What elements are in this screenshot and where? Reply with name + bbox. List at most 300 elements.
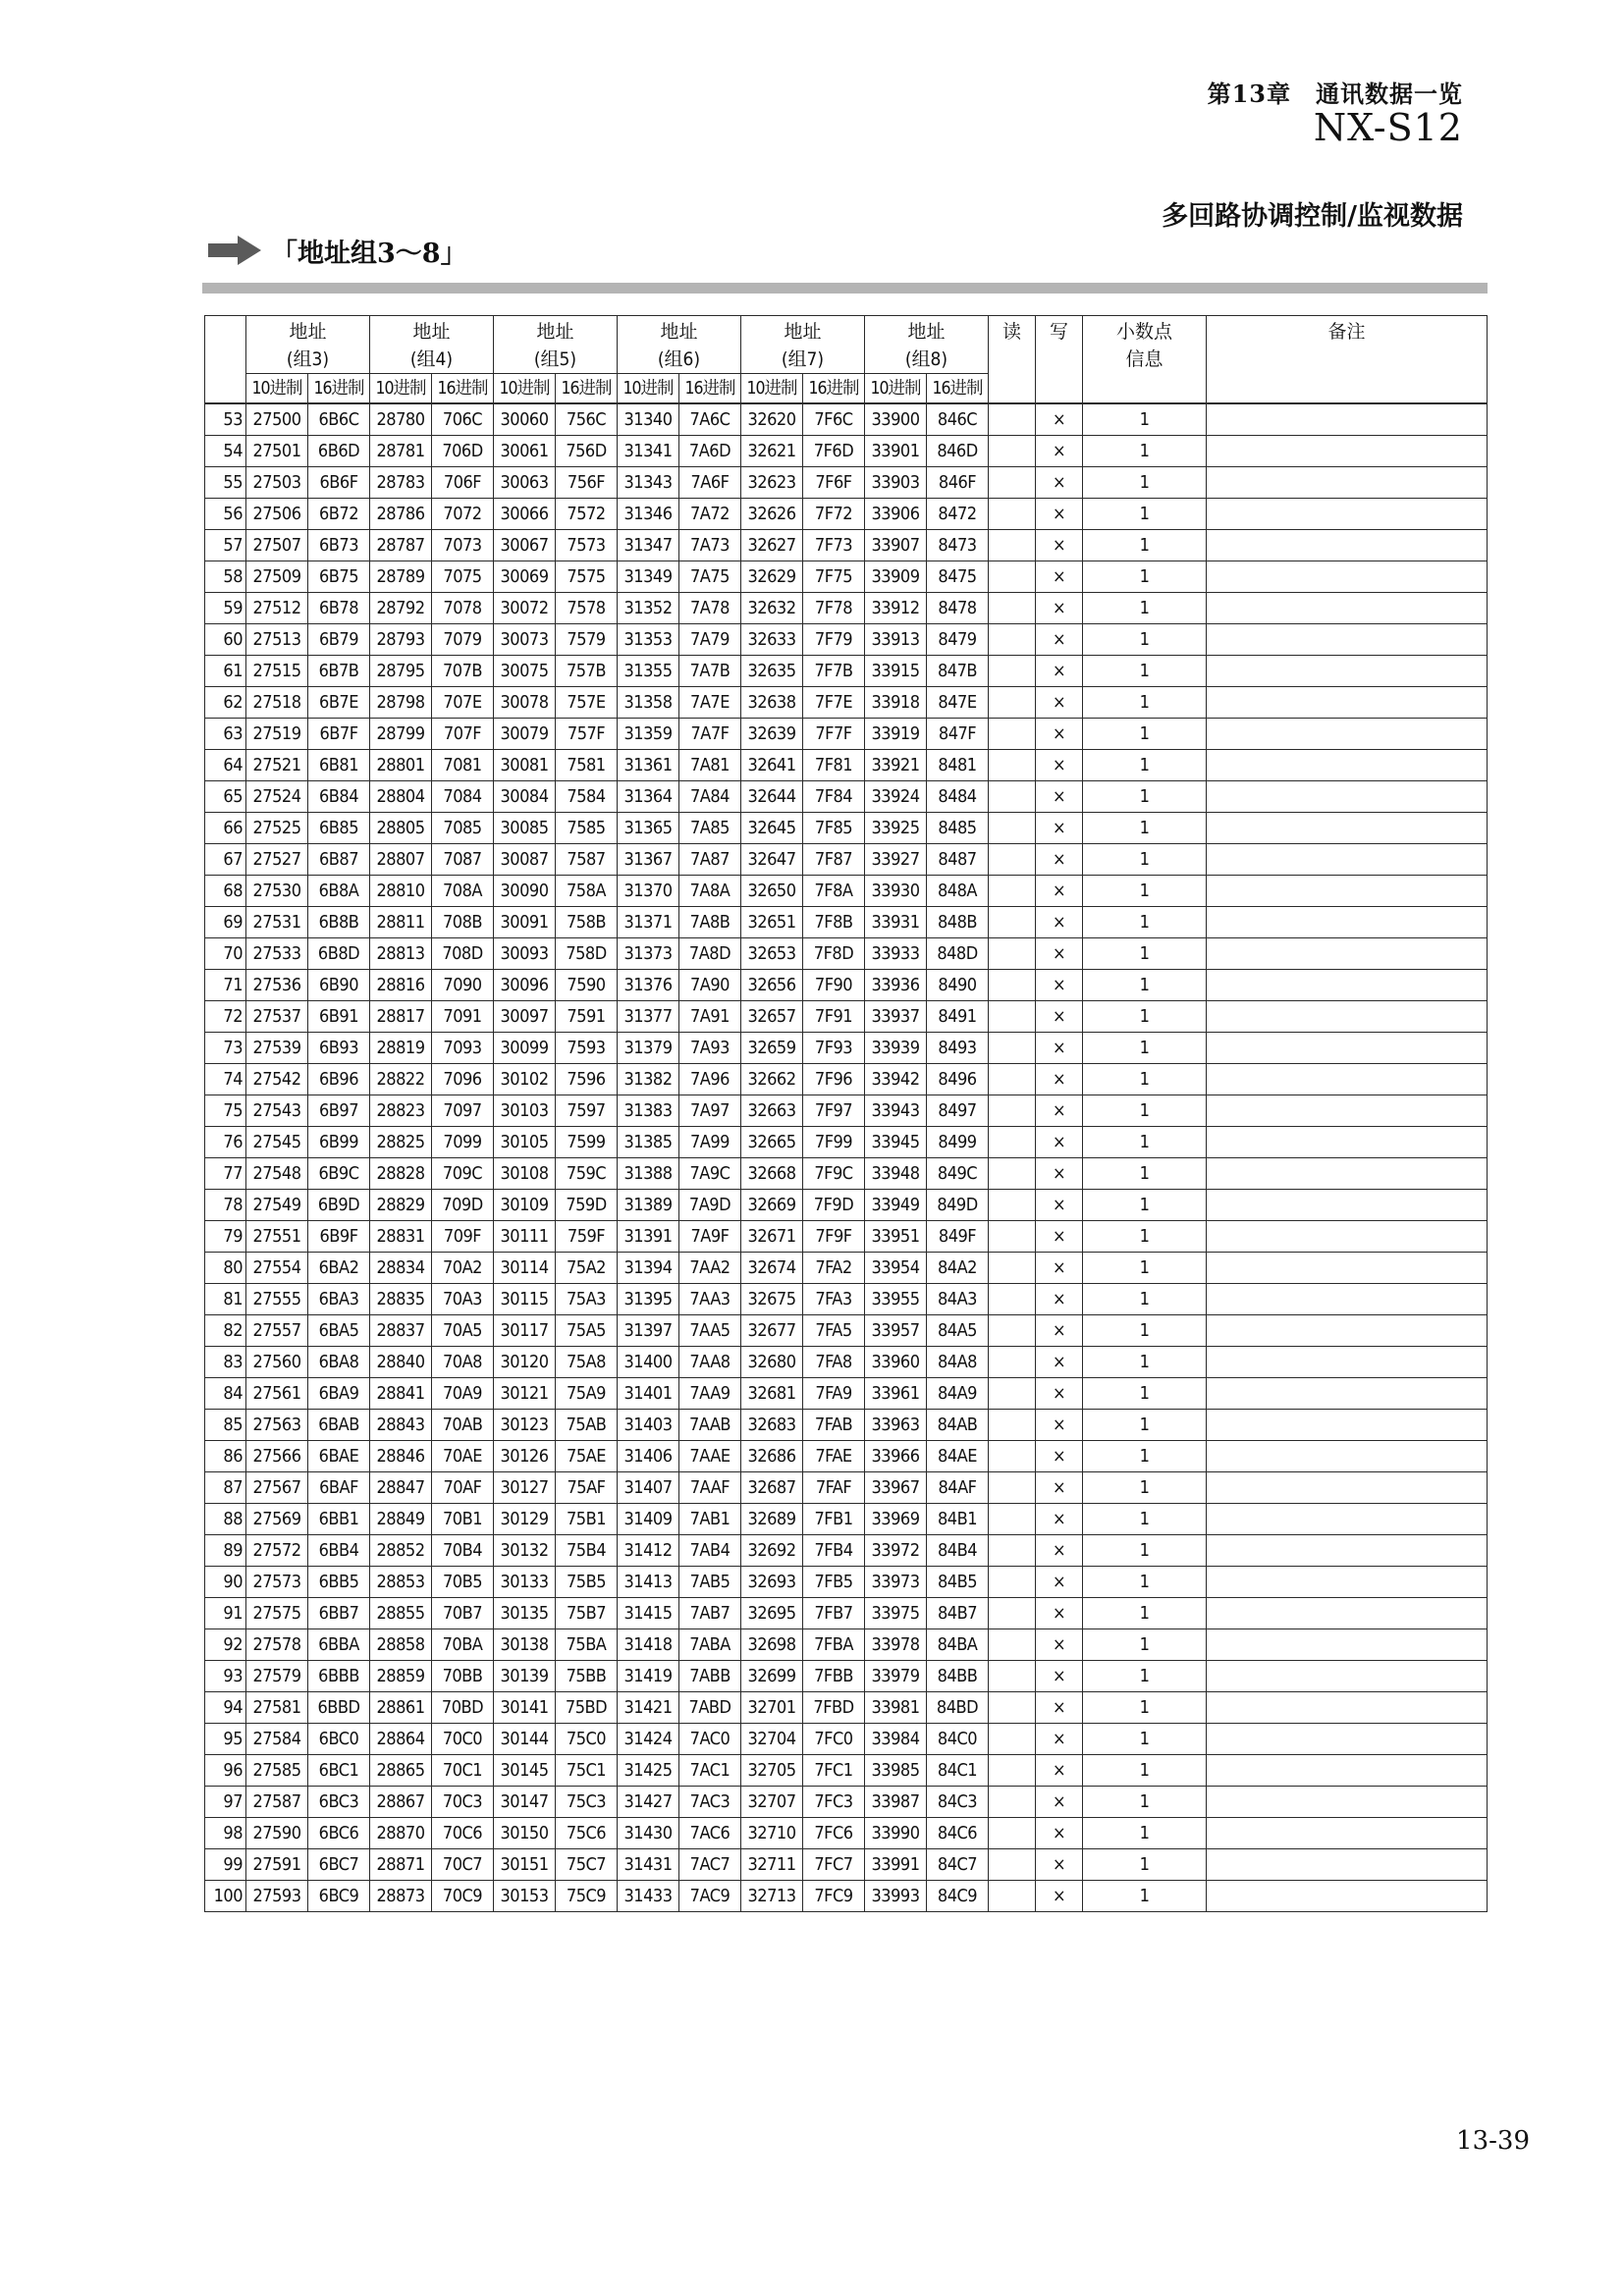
write-flag-cell: ×	[1036, 1787, 1083, 1818]
row-number-header	[205, 316, 246, 404]
table-row	[205, 561, 1488, 593]
hex-address-cell: 6B90	[308, 970, 370, 1001]
hex-address-cell: 7F7E	[803, 687, 865, 719]
hex-address-cell: 6BBA	[308, 1629, 370, 1661]
hex-address-cell: 84BA	[927, 1629, 989, 1661]
hex-address-cell: 7F79	[803, 624, 865, 656]
hex-address-cell: 7AA5	[679, 1315, 741, 1347]
read-flag-cell	[989, 1504, 1036, 1535]
hex-address-cell: 7075	[432, 561, 494, 593]
hex-address-cell: 6B81	[308, 750, 370, 781]
row-number-cell: 93	[205, 1661, 246, 1692]
table-row	[205, 467, 1488, 499]
remarks-cell	[1207, 467, 1488, 499]
row-number-cell: 66	[205, 813, 246, 844]
decimal-info-cell: 1	[1083, 1033, 1207, 1064]
dec-address-cell: 31383	[618, 1095, 679, 1127]
hex-address-cell: 6B87	[308, 844, 370, 876]
dec-address-cell: 31346	[618, 499, 679, 530]
decimal-info-cell: 1	[1083, 1190, 1207, 1221]
hex-address-cell: 7AB5	[679, 1567, 741, 1598]
hex-address-cell: 7FA8	[803, 1347, 865, 1378]
row-number-cell: 70	[205, 938, 246, 970]
dec-address-cell: 32692	[741, 1535, 803, 1567]
dec-address-cell: 33955	[865, 1284, 927, 1315]
table-row	[205, 1190, 1488, 1221]
hex-address-cell: 6B84	[308, 781, 370, 813]
hex-address-cell: 847E	[927, 687, 989, 719]
hex-address-cell: 708D	[432, 938, 494, 970]
write-flag-cell: ×	[1036, 1692, 1083, 1724]
write-flag-cell: ×	[1036, 1755, 1083, 1787]
row-number-cell: 55	[205, 467, 246, 499]
dec-address-cell: 31406	[618, 1441, 679, 1472]
write-flag-cell: ×	[1036, 530, 1083, 561]
hex-address-cell: 84AF	[927, 1472, 989, 1504]
dec-address-cell: 27587	[246, 1787, 308, 1818]
hex-address-cell: 7F75	[803, 561, 865, 593]
hex-address-cell: 7097	[432, 1095, 494, 1127]
row-number-cell: 99	[205, 1849, 246, 1881]
dec-header: 10进制	[246, 374, 308, 404]
hex-address-cell: 70BA	[432, 1629, 494, 1661]
table-row	[205, 781, 1488, 813]
hex-address-cell: 7096	[432, 1064, 494, 1095]
hex-address-cell: 756F	[556, 467, 618, 499]
dec-address-cell: 30120	[494, 1347, 556, 1378]
hex-address-cell: 75C3	[556, 1787, 618, 1818]
hex-address-cell: 75A8	[556, 1347, 618, 1378]
hex-address-cell: 84C9	[927, 1881, 989, 1912]
hex-address-cell: 84B4	[927, 1535, 989, 1567]
dec-address-cell: 32686	[741, 1441, 803, 1472]
hex-address-cell: 758B	[556, 907, 618, 938]
hex-address-cell: 756D	[556, 436, 618, 467]
read-flag-cell	[989, 1629, 1036, 1661]
dec-address-cell: 32704	[741, 1724, 803, 1755]
hex-address-cell: 7F7B	[803, 656, 865, 687]
remarks-cell	[1207, 719, 1488, 750]
write-flag-cell: ×	[1036, 844, 1083, 876]
hex-address-cell: 75C7	[556, 1849, 618, 1881]
write-flag-cell: ×	[1036, 1472, 1083, 1504]
dec-address-cell: 30073	[494, 624, 556, 656]
hex-address-cell: 7A90	[679, 970, 741, 1001]
hex-address-cell: 7AC6	[679, 1818, 741, 1849]
hex-address-cell: 6B85	[308, 813, 370, 844]
hex-address-cell: 84B5	[927, 1567, 989, 1598]
dec-address-cell: 30069	[494, 561, 556, 593]
dec-address-cell: 30091	[494, 907, 556, 938]
hex-address-cell: 6B93	[308, 1033, 370, 1064]
hex-address-cell: 70BB	[432, 1661, 494, 1692]
remarks-cell	[1207, 1158, 1488, 1190]
row-number-cell: 82	[205, 1315, 246, 1347]
hex-address-cell: 709C	[432, 1158, 494, 1190]
hex-address-cell: 6B78	[308, 593, 370, 624]
dec-address-cell: 28846	[370, 1441, 432, 1472]
dec-address-cell: 27557	[246, 1315, 308, 1347]
hex-address-cell: 7A8D	[679, 938, 741, 970]
dec-address-cell: 27524	[246, 781, 308, 813]
remarks-cell	[1207, 1347, 1488, 1378]
read-flag-cell	[989, 561, 1036, 593]
decimal-info-cell: 1	[1083, 876, 1207, 907]
hex-address-cell: 7F73	[803, 530, 865, 561]
read-flag-cell	[989, 781, 1036, 813]
hex-address-cell: 7FB4	[803, 1535, 865, 1567]
write-flag-cell: ×	[1036, 1127, 1083, 1158]
hex-address-cell: 7581	[556, 750, 618, 781]
hex-address-cell: 756C	[556, 403, 618, 436]
dec-address-cell: 28793	[370, 624, 432, 656]
hex-address-cell: 7F9D	[803, 1190, 865, 1221]
remarks-header: 备注	[1207, 316, 1488, 404]
dec-address-cell: 28873	[370, 1881, 432, 1912]
dec-address-cell: 33945	[865, 1127, 927, 1158]
read-flag-cell	[989, 719, 1036, 750]
dec-address-cell: 32695	[741, 1598, 803, 1629]
hex-address-cell: 758D	[556, 938, 618, 970]
dec-address-cell: 30084	[494, 781, 556, 813]
dec-address-cell: 31353	[618, 624, 679, 656]
hex-address-cell: 7AC3	[679, 1787, 741, 1818]
hex-address-cell: 8472	[927, 499, 989, 530]
dec-address-cell: 31400	[618, 1347, 679, 1378]
dec-address-cell: 27543	[246, 1095, 308, 1127]
hex-address-cell: 7FC9	[803, 1881, 865, 1912]
dec-address-cell: 31395	[618, 1284, 679, 1315]
dec-address-cell: 31340	[618, 403, 679, 436]
hex-address-cell: 846D	[927, 436, 989, 467]
row-number-cell: 60	[205, 624, 246, 656]
hex-address-cell: 6B9D	[308, 1190, 370, 1221]
remarks-cell	[1207, 1284, 1488, 1315]
decimal-info-cell: 1	[1083, 1724, 1207, 1755]
write-flag-cell: ×	[1036, 467, 1083, 499]
row-number-cell: 84	[205, 1378, 246, 1410]
table-row	[205, 1001, 1488, 1033]
hex-address-cell: 6BA3	[308, 1284, 370, 1315]
read-flag-cell	[989, 1881, 1036, 1912]
dec-address-cell: 28834	[370, 1253, 432, 1284]
dec-address-cell: 33960	[865, 1347, 927, 1378]
dec-address-cell: 32644	[741, 781, 803, 813]
hex-address-cell: 84B1	[927, 1504, 989, 1535]
read-flag-cell	[989, 1284, 1036, 1315]
dec-address-cell: 31431	[618, 1849, 679, 1881]
hex-address-cell: 8473	[927, 530, 989, 561]
hex-address-cell: 706F	[432, 467, 494, 499]
read-flag-cell	[989, 750, 1036, 781]
dec-address-cell: 31415	[618, 1598, 679, 1629]
table-body	[205, 403, 1488, 1912]
hex-address-cell: 7073	[432, 530, 494, 561]
read-flag-cell	[989, 1472, 1036, 1504]
dec-address-cell: 27545	[246, 1127, 308, 1158]
group6-header: 地址 (组6)	[618, 316, 741, 374]
remarks-cell	[1207, 687, 1488, 719]
dec-address-cell: 31349	[618, 561, 679, 593]
hex-address-cell: 7A99	[679, 1127, 741, 1158]
hex-address-cell: 7A97	[679, 1095, 741, 1127]
decimal-info-cell: 1	[1083, 719, 1207, 750]
decimal-info-cell: 1	[1083, 1221, 1207, 1253]
hex-address-cell: 708A	[432, 876, 494, 907]
dec-address-cell: 32623	[741, 467, 803, 499]
write-flag-cell: ×	[1036, 436, 1083, 467]
remarks-cell	[1207, 1504, 1488, 1535]
dec-address-cell: 28852	[370, 1535, 432, 1567]
dec-address-cell: 33957	[865, 1315, 927, 1347]
decimal-info-cell: 1	[1083, 593, 1207, 624]
decimal-info-cell: 1	[1083, 1849, 1207, 1881]
hex-address-cell: 7FA9	[803, 1378, 865, 1410]
hex-address-cell: 7A8A	[679, 876, 741, 907]
dec-address-cell: 28822	[370, 1064, 432, 1095]
hex-address-cell: 7597	[556, 1095, 618, 1127]
hex-header: 16进制	[308, 374, 370, 404]
dec-address-cell: 30151	[494, 1849, 556, 1881]
hex-address-cell: 7578	[556, 593, 618, 624]
dec-header: 10进制	[865, 374, 927, 404]
dec-address-cell: 30147	[494, 1787, 556, 1818]
hex-address-cell: 7F85	[803, 813, 865, 844]
hex-address-cell: 7FA2	[803, 1253, 865, 1284]
dec-address-cell: 28780	[370, 403, 432, 436]
hex-address-cell: 6B7B	[308, 656, 370, 687]
dec-address-cell: 28847	[370, 1472, 432, 1504]
table-row	[205, 1818, 1488, 1849]
remarks-cell	[1207, 1598, 1488, 1629]
remarks-cell	[1207, 1692, 1488, 1724]
read-flag-cell	[989, 1849, 1036, 1881]
write-flag-cell: ×	[1036, 1567, 1083, 1598]
write-flag-cell: ×	[1036, 1033, 1083, 1064]
dec-address-cell: 33939	[865, 1033, 927, 1064]
decimal-info-cell: 1	[1083, 1535, 1207, 1567]
dec-address-cell: 28870	[370, 1818, 432, 1849]
write-flag-cell: ×	[1036, 499, 1083, 530]
dec-address-cell: 32626	[741, 499, 803, 530]
hex-address-cell: 7A73	[679, 530, 741, 561]
hex-address-cell: 70C7	[432, 1849, 494, 1881]
dec-address-cell: 27566	[246, 1441, 308, 1472]
dec-address-cell: 28811	[370, 907, 432, 938]
table-row	[205, 1158, 1488, 1190]
row-number-cell: 97	[205, 1787, 246, 1818]
hex-address-cell: 757E	[556, 687, 618, 719]
row-number-cell: 83	[205, 1347, 246, 1378]
hex-address-cell: 7A9C	[679, 1158, 741, 1190]
group5-header: 地址 (组5)	[494, 316, 618, 374]
hex-address-cell: 7A6F	[679, 467, 741, 499]
dec-address-cell: 28843	[370, 1410, 432, 1441]
read-flag-cell	[989, 1818, 1036, 1849]
hex-address-cell: 7A96	[679, 1064, 741, 1095]
remarks-cell	[1207, 1001, 1488, 1033]
dec-address-cell: 31412	[618, 1535, 679, 1567]
decimal-info-cell: 1	[1083, 1158, 1207, 1190]
address-table	[204, 315, 1488, 1912]
dec-address-cell: 30090	[494, 876, 556, 907]
dec-address-cell: 31376	[618, 970, 679, 1001]
hex-address-cell: 7A85	[679, 813, 741, 844]
dec-address-cell: 28823	[370, 1095, 432, 1127]
dec-address-cell: 31347	[618, 530, 679, 561]
remarks-cell	[1207, 1629, 1488, 1661]
decimal-info-cell: 1	[1083, 970, 1207, 1001]
hex-address-cell: 7599	[556, 1127, 618, 1158]
remarks-cell	[1207, 970, 1488, 1001]
row-number-cell: 98	[205, 1818, 246, 1849]
hex-address-cell: 70C6	[432, 1818, 494, 1849]
hex-address-cell: 70AF	[432, 1472, 494, 1504]
dec-address-cell: 31427	[618, 1787, 679, 1818]
dec-address-cell: 30103	[494, 1095, 556, 1127]
hex-address-cell: 7591	[556, 1001, 618, 1033]
write-flag-cell: ×	[1036, 593, 1083, 624]
dec-address-cell: 32656	[741, 970, 803, 1001]
hex-address-cell: 7AB4	[679, 1535, 741, 1567]
table-row	[205, 1064, 1488, 1095]
row-number-cell: 74	[205, 1064, 246, 1095]
table-row	[205, 1535, 1488, 1567]
dec-address-cell: 27503	[246, 467, 308, 499]
hex-address-cell: 84AE	[927, 1441, 989, 1472]
decimal-info-cell: 1	[1083, 656, 1207, 687]
dec-address-cell: 28825	[370, 1127, 432, 1158]
hex-address-cell: 706C	[432, 403, 494, 436]
write-flag-cell: ×	[1036, 1190, 1083, 1221]
dec-address-cell: 27551	[246, 1221, 308, 1253]
dec-address-cell: 28799	[370, 719, 432, 750]
remarks-cell	[1207, 907, 1488, 938]
dec-address-cell: 28783	[370, 467, 432, 499]
decimal-info-cell: 1	[1083, 530, 1207, 561]
dec-address-cell: 27593	[246, 1881, 308, 1912]
row-number-cell: 75	[205, 1095, 246, 1127]
row-number-cell: 64	[205, 750, 246, 781]
read-flag-cell	[989, 1567, 1036, 1598]
hex-address-cell: 7F9F	[803, 1221, 865, 1253]
dec-address-cell: 28817	[370, 1001, 432, 1033]
read-flag-cell	[989, 656, 1036, 687]
write-flag-cell: ×	[1036, 1347, 1083, 1378]
dec-address-cell: 27591	[246, 1849, 308, 1881]
read-flag-cell	[989, 970, 1036, 1001]
table-row	[205, 530, 1488, 561]
decimal-info-cell: 1	[1083, 403, 1207, 436]
dec-address-cell: 28787	[370, 530, 432, 561]
read-flag-cell	[989, 1598, 1036, 1629]
dec-address-cell: 27525	[246, 813, 308, 844]
table-row	[205, 1629, 1488, 1661]
hex-address-cell: 7F6F	[803, 467, 865, 499]
decimal-info-cell: 1	[1083, 1755, 1207, 1787]
hex-address-cell: 7A8B	[679, 907, 741, 938]
hex-address-cell: 75A2	[556, 1253, 618, 1284]
hex-address-cell: 7F8B	[803, 907, 865, 938]
dec-address-cell: 30141	[494, 1692, 556, 1724]
table-row	[205, 1221, 1488, 1253]
write-flag-cell: ×	[1036, 1724, 1083, 1755]
dec-address-cell: 27518	[246, 687, 308, 719]
hex-address-cell: 7FBD	[803, 1692, 865, 1724]
hex-address-cell: 75AB	[556, 1410, 618, 1441]
dec-address-cell: 28855	[370, 1598, 432, 1629]
hex-address-cell: 84BB	[927, 1661, 989, 1692]
hex-address-cell: 7F91	[803, 1001, 865, 1033]
hex-address-cell: 75B4	[556, 1535, 618, 1567]
write-flag-cell: ×	[1036, 1535, 1083, 1567]
dec-address-cell: 32665	[741, 1127, 803, 1158]
table-row	[205, 876, 1488, 907]
hex-address-cell: 6B8B	[308, 907, 370, 938]
decimal-info-cell: 1	[1083, 467, 1207, 499]
hex-address-cell: 6BB1	[308, 1504, 370, 1535]
row-number-cell: 90	[205, 1567, 246, 1598]
hex-address-cell: 7091	[432, 1001, 494, 1033]
dec-address-cell: 33942	[865, 1064, 927, 1095]
dec-address-cell: 33975	[865, 1598, 927, 1629]
table-row	[205, 844, 1488, 876]
dec-address-cell: 32659	[741, 1033, 803, 1064]
hex-address-cell: 7F81	[803, 750, 865, 781]
decimal-info-header: 小数点 信息	[1083, 316, 1207, 404]
hex-address-cell: 6B8A	[308, 876, 370, 907]
decimal-info-cell: 1	[1083, 1253, 1207, 1284]
dec-address-cell: 30132	[494, 1535, 556, 1567]
remarks-cell	[1207, 1095, 1488, 1127]
write-flag-cell: ×	[1036, 1284, 1083, 1315]
remarks-cell	[1207, 844, 1488, 876]
hex-address-cell: 8478	[927, 593, 989, 624]
dec-address-cell: 30145	[494, 1755, 556, 1787]
hex-address-cell: 8490	[927, 970, 989, 1001]
hex-address-cell: 7FBA	[803, 1629, 865, 1661]
hex-address-cell: 84B7	[927, 1598, 989, 1629]
group7-header: 地址 (组7)	[741, 316, 865, 374]
table-row	[205, 938, 1488, 970]
remarks-cell	[1207, 1787, 1488, 1818]
hex-address-cell: 848A	[927, 876, 989, 907]
dec-address-cell: 27590	[246, 1818, 308, 1849]
row-number-cell: 71	[205, 970, 246, 1001]
remarks-cell	[1207, 1190, 1488, 1221]
decimal-info-cell: 1	[1083, 1001, 1207, 1033]
hex-address-cell: 75B5	[556, 1567, 618, 1598]
read-flag-cell	[989, 1033, 1036, 1064]
decimal-info-cell: 1	[1083, 1472, 1207, 1504]
hex-address-cell: 7A91	[679, 1001, 741, 1033]
hex-address-cell: 7A6D	[679, 436, 741, 467]
dec-address-cell: 27515	[246, 656, 308, 687]
dec-address-cell: 30121	[494, 1378, 556, 1410]
read-flag-cell	[989, 1787, 1036, 1818]
decimal-info-cell: 1	[1083, 1787, 1207, 1818]
dec-address-cell: 31367	[618, 844, 679, 876]
dec-address-cell: 30114	[494, 1253, 556, 1284]
dec-address-cell: 32627	[741, 530, 803, 561]
hex-address-cell: 7F90	[803, 970, 865, 1001]
read-flag-cell	[989, 624, 1036, 656]
hex-address-cell: 7099	[432, 1127, 494, 1158]
hex-address-cell: 75BB	[556, 1661, 618, 1692]
decimal-info-cell: 1	[1083, 813, 1207, 844]
hex-address-cell: 757F	[556, 719, 618, 750]
hex-address-cell: 7F8D	[803, 938, 865, 970]
